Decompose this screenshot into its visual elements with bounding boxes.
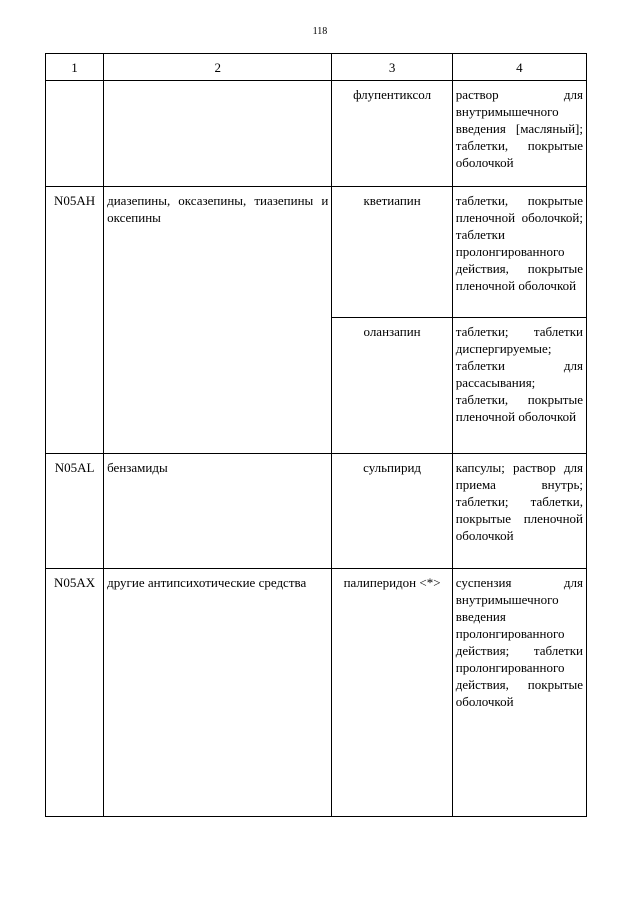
atc-code-cell: N05AH <box>46 187 104 454</box>
drug-table <box>45 53 587 817</box>
drug-name-cell: сульпирид <box>332 454 452 569</box>
table-header-row <box>46 54 587 81</box>
atc-code-cell <box>46 81 104 187</box>
drug-name-cell: оланзапин <box>332 318 452 454</box>
table-row <box>46 569 587 817</box>
group-name-cell <box>104 81 332 187</box>
dosage-form-cell: раствор для внутримышечного введения [масляный]; таблетки, покрытые оболочкой <box>452 81 586 187</box>
table-row <box>46 187 587 318</box>
dosage-form-cell: суспензия для внутримышечного введения пролонгированного действия; таблетки пролонгированного действия, покрытые оболочкой <box>452 569 586 817</box>
column-header-4: 4 <box>452 54 586 81</box>
drug-name-cell: кветиапин <box>332 187 452 318</box>
dosage-form-cell: капсулы; раствор для приема внутрь; таблетки; таблетки, покрытые пленочной оболочкой <box>452 454 586 569</box>
drug-name-cell: палиперидон <*> <box>332 569 452 817</box>
group-name-cell: диазепины, оксазепины, тиазепины и оксепины <box>104 187 332 454</box>
dosage-form-cell: таблетки, покрытые пленочной оболочкой; таблетки пролонгированного действия, покрытые пленочной оболочкой <box>452 187 586 318</box>
atc-code-cell: N05AL <box>46 454 104 569</box>
group-name-cell: бензамиды <box>104 454 332 569</box>
column-header-2: 2 <box>104 54 332 81</box>
page-number: 118 <box>312 26 328 37</box>
drug-name-cell: флупентиксол <box>332 81 452 187</box>
group-name-cell: другие антипсихотические средства <box>104 569 332 817</box>
column-header-1: 1 <box>46 54 104 81</box>
dosage-form-cell: таблетки; таблетки диспергируемые; таблетки для рассасывания; таблетки, покрытые пленочной оболочкой <box>452 318 586 454</box>
atc-code-cell: N05AX <box>46 569 104 817</box>
table-row <box>46 81 587 187</box>
column-header-3: 3 <box>332 54 452 81</box>
table-row <box>46 454 587 569</box>
